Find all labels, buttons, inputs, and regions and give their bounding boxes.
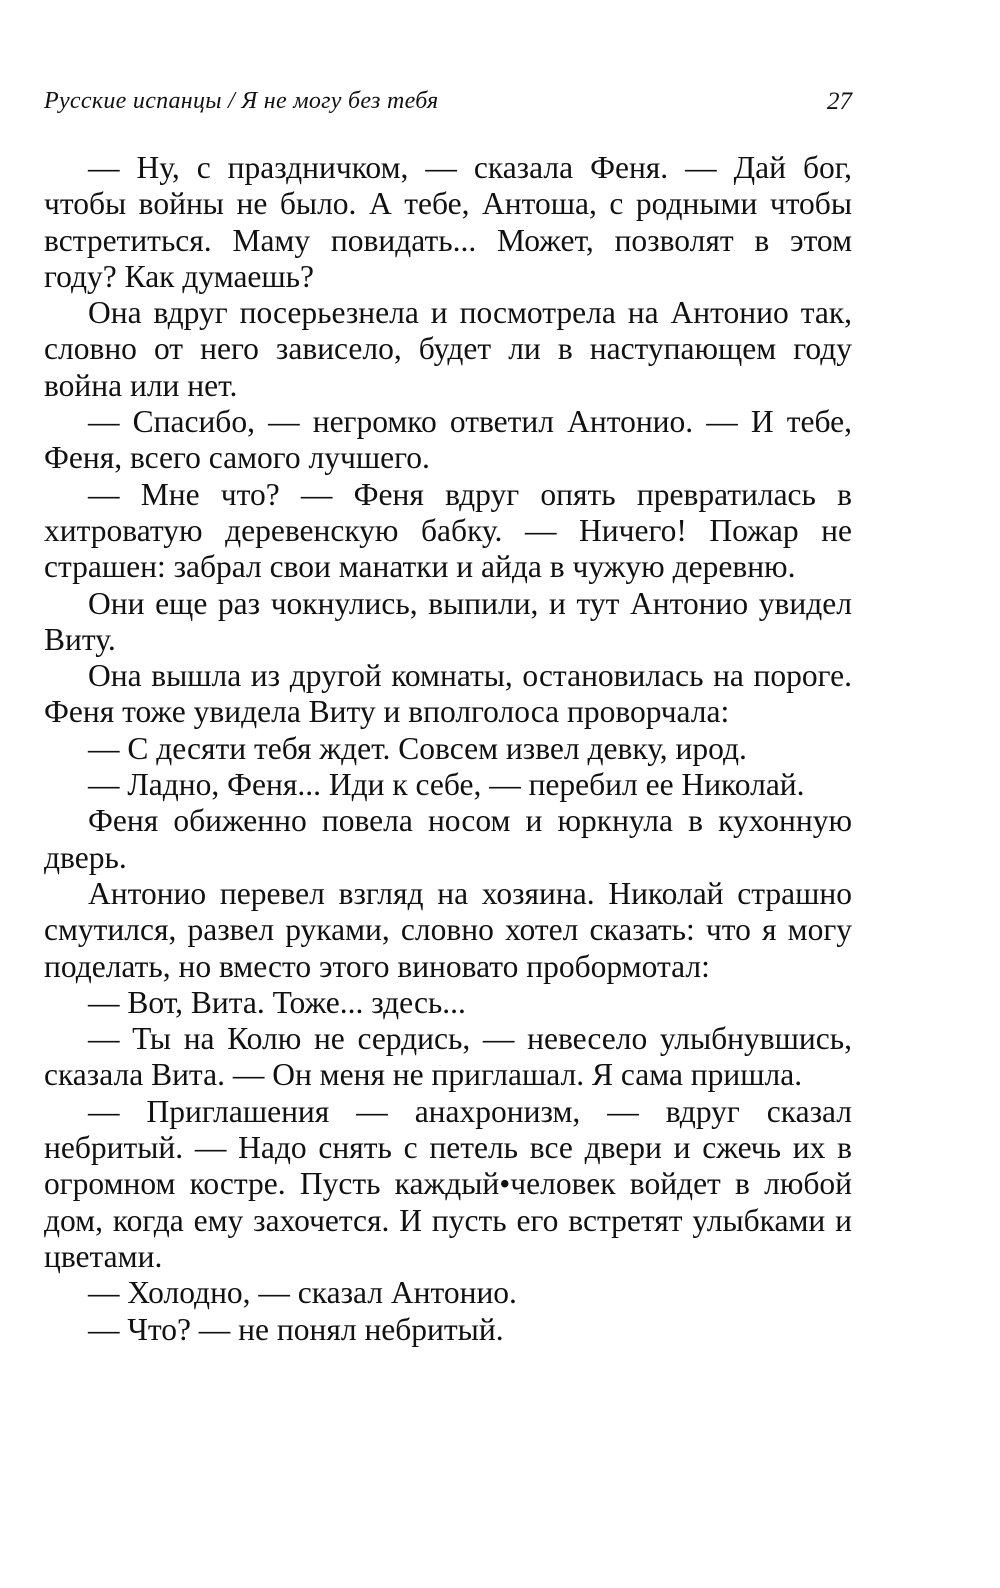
page-number: 27 [827, 88, 852, 115]
paragraph: — Ты на Колю не сердись, — невесело улыбнувшись, сказала Вита. — Он меня не приглашал. Я сама пришла. [44, 1021, 852, 1093]
paragraph: Они еще раз чокнулись, выпили, и тут Антонио увидел Виту. [44, 585, 852, 657]
paragraph: — Ладно, Феня... Иди к себе, — перебил ее Николай. [88, 767, 805, 803]
paragraph: — С десяти тебя ждет. Совсем извел девку, ирод. [88, 730, 747, 766]
paragraph: — Ну, с праздничком, — сказала Феня. — Дай бог, чтобы войны не было. А тебе, Антоша, с родными чтобы встретиться. Маму повидать... Может, позволят в этом году? Как думаешь? [44, 150, 852, 294]
running-header [44, 88, 852, 128]
paragraph: — Холодно, — сказал Антонио. [88, 1275, 517, 1311]
paragraph: Феня обиженно повела носом и юркнула в кухонную дверь. [44, 803, 852, 875]
paragraph: — Спасибо, — негромко ответил Антонио. — И тебе, Феня, всего самого лучшего. [44, 404, 852, 476]
paragraph: Она вдруг посерьезнела и посмотрела на Антонио так, словно от него зависело, будет ли в наступающем году война или нет. [44, 295, 852, 403]
paragraph: Антонио перевел взгляд на хозяина. Николай страшно смутился, развел руками, словно хотел сказать: что я могу поделать, но вместо этого виновато пробормотал: [44, 875, 852, 984]
paragraph: — Мне что? — Феня вдруг опять превратилась в хитроватую деревенскую бабку. — Ничего! Пожар не страшен: забрал свои манатки и айда в чужую деревню. [44, 476, 852, 585]
paragraph: — Что? — не понял небритый. [88, 1311, 504, 1347]
paragraph: — Приглашения — анахронизм, — вдруг сказал небритый. — Надо снять с петель все двери и сжечь их в огромном костре. Пусть каждый•человек войдет в любой дом, когда ему захочется. И пусть его встретят улыбками и цветами. [44, 1093, 852, 1274]
running-title: Русские испанцы / Я не могу без тебя [44, 88, 439, 114]
paragraph: — Вот, Вита. Тоже... здесь... [88, 984, 466, 1020]
text-body [44, 150, 852, 1348]
paragraph: Она вышла из другой комнаты, остановилась на пороге. Феня тоже увидела Виту и вполголоса проворчала: [44, 658, 852, 730]
